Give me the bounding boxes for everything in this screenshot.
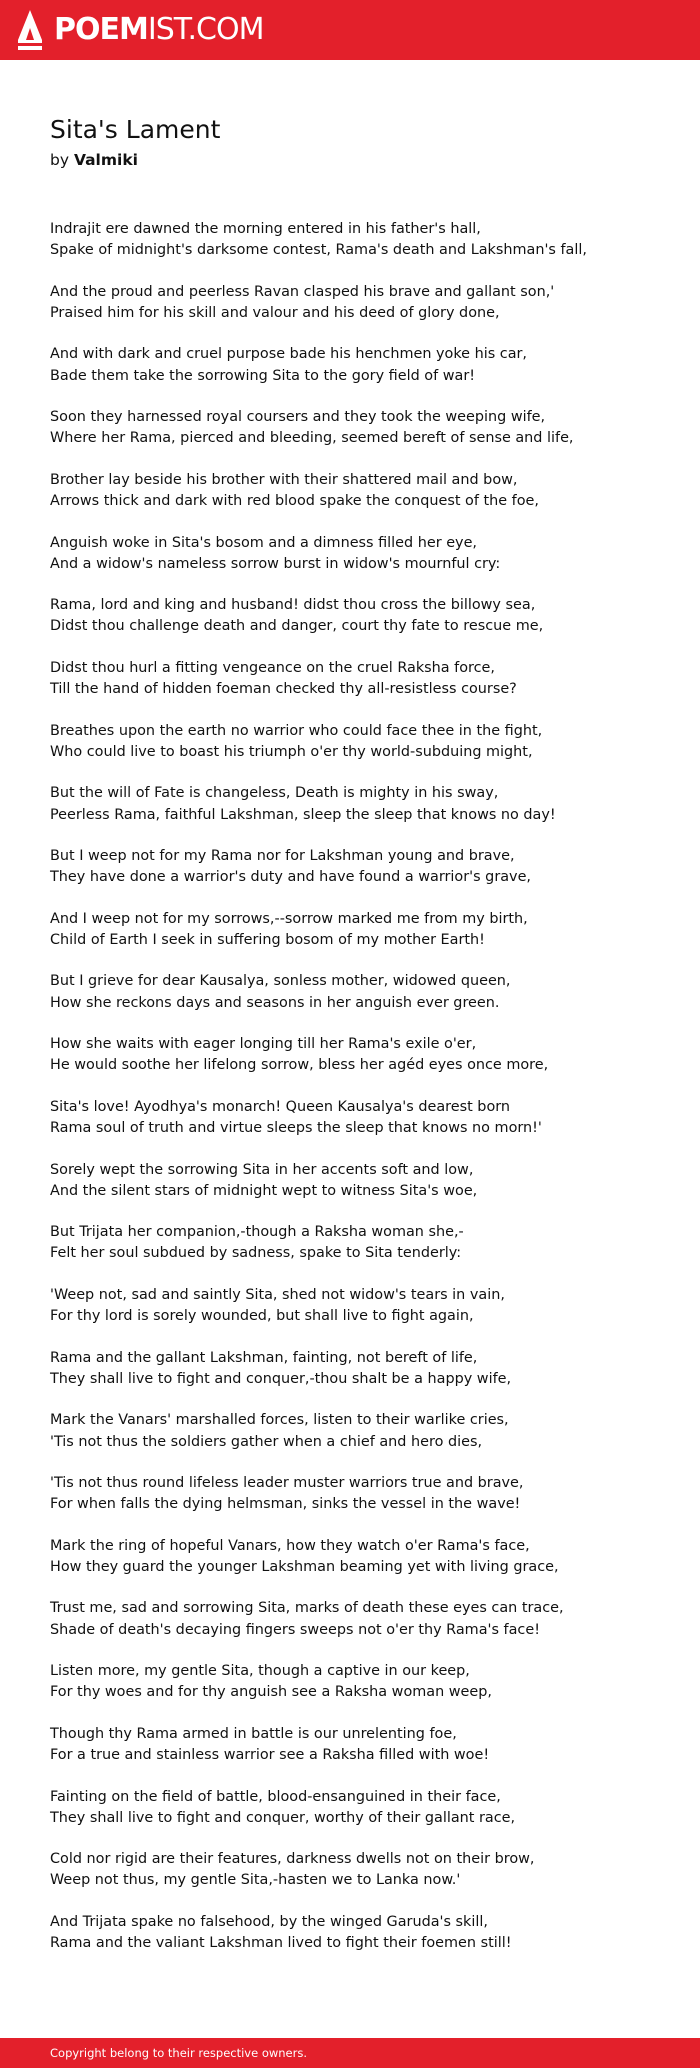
poem-stanza — [50, 595, 670, 637]
poem-stanza — [50, 1034, 670, 1076]
poem-stanza — [50, 721, 670, 763]
byline-prefix: by — [50, 151, 70, 169]
poem-stanza — [50, 658, 670, 700]
poem-line: Cold nor rigid are their features, darkness dwells not on their brow, — [50, 1851, 535, 1868]
poem-line: Praised him for his skill and valour and his deed of glory done, — [50, 304, 500, 321]
poem-stanza — [50, 1598, 670, 1640]
poem-line: Peerless Rama, faithful Lakshman, sleep the sleep that knows no day! — [50, 806, 556, 823]
poem-stanza — [50, 1661, 670, 1703]
poem-line: But Trijata her companion,-though a Raksha woman she,- — [50, 1224, 464, 1241]
poem-stanza — [50, 1787, 670, 1829]
poem-line: Listen more, my gentle Sita, though a captive in our keep, — [50, 1663, 470, 1680]
poem-line: Arrows thick and dark with red blood spake the conquest of the foe, — [50, 493, 539, 510]
poem-line: They have done a warrior's duty and have found a warrior's grave, — [50, 869, 531, 886]
poem-line: Breathes upon the earth no warrior who could face thee in the fight, — [50, 722, 543, 739]
poem-line: Weep not thus, my gentle Sita,-hasten we to Lanka now.' — [50, 1872, 461, 1889]
poem-line: Didst thou challenge death and danger, court thy fate to rescue me, — [50, 618, 544, 635]
poem-line: 'Tis not thus round lifeless leader muster warriors true and brave, — [50, 1475, 524, 1492]
poem-line: Who could live to boast his triumph o'er thy world-subduing might, — [50, 743, 533, 760]
poem-stanza — [50, 219, 670, 261]
poem-line: Bade them take the sorrowing Sita to the gory field of war! — [50, 367, 476, 384]
poem-line: Fainting on the field of battle, blood-ensanguined in their face, — [50, 1788, 501, 1805]
poem-line: And a widow's nameless sorrow burst in widow's mournful cry: — [50, 555, 501, 572]
site-logo[interactable] — [18, 10, 263, 50]
poem-line: Rama and the valiant Lakshman lived to fight their foemen still! — [50, 1935, 512, 1952]
poem-line: He would soothe her lifelong sorrow, bless her agéd eyes once more, — [50, 1057, 549, 1074]
poem-line: Child of Earth I seek in suffering bosom of my mother Earth! — [50, 931, 485, 948]
poem-line: Sorely wept the sorrowing Sita in her accents soft and low, — [50, 1161, 474, 1178]
poem-line: Anguish woke in Sita's bosom and a dimness filled her eye, — [50, 534, 478, 551]
poem-stanza — [50, 1473, 670, 1515]
poem-stanza — [50, 1222, 670, 1264]
poem-line: But the will of Fate is changeless, Death is mighty in his sway, — [50, 785, 499, 802]
poem-line: For thy lord is sorely wounded, but shall live to fight again, — [50, 1308, 474, 1325]
poem-line: They shall live to fight and conquer, worthy of their gallant race, — [50, 1809, 516, 1826]
poem-line: 'Tis not thus the soldiers gather when a chief and hero dies, — [50, 1433, 483, 1450]
poem-stanza — [50, 971, 670, 1013]
poem-line: And I weep not for my sorrows,--sorrow marked me from my birth, — [50, 910, 528, 927]
logo-light-text: IST.COM — [147, 12, 264, 47]
poem-line: But I grieve for dear Kausalya, sonless mother, widowed queen, — [50, 973, 511, 990]
poem-line: Rama, lord and king and husband! didst thou cross the billowy sea, — [50, 597, 536, 614]
poem-content — [50, 114, 670, 1975]
poem-stanza — [50, 1912, 670, 1954]
poem-stanza — [50, 470, 670, 512]
poem-stanza — [50, 783, 670, 825]
poem-line: For a true and stainless warrior see a Raksha filled with woe! — [50, 1747, 490, 1764]
poem-line: How she waits with eager longing till her Rama's exile o'er, — [50, 1036, 477, 1053]
poem-line: Brother lay beside his brother with their shattered mail and bow, — [50, 471, 518, 488]
poem-line: Didst thou hurl a fitting vengeance on the cruel Raksha force, — [50, 659, 495, 676]
copyright-text: Copyright belong to their respective owners. — [50, 2046, 308, 2060]
poem-line: But I weep not for my Rama nor for Lakshman young and brave, — [50, 848, 515, 865]
poem-line: Till the hand of hidden foeman checked thy all-resistless course? — [50, 681, 517, 698]
poem-line: How she reckons days and seasons in her anguish ever green. — [50, 994, 500, 1011]
poem-stanza — [50, 1849, 670, 1891]
poem-line: Where her Rama, pierced and bleeding, seemed bereft of sense and life, — [50, 430, 574, 447]
poem-line: 'Weep not, sad and saintly Sita, shed not widow's tears in vain, — [50, 1286, 505, 1303]
poem-stanza — [50, 846, 670, 888]
poem-byline — [50, 149, 670, 171]
poem-stanza — [50, 1285, 670, 1327]
poem-line: For thy woes and for thy anguish see a Raksha woman weep, — [50, 1684, 492, 1701]
poem-stanza — [50, 1348, 670, 1390]
poem-stanza — [50, 1536, 670, 1578]
poem-line: And the proud and peerless Ravan clasped his brave and gallant son,' — [50, 283, 555, 300]
poem-line: Spake of midnight's darksome contest, Rama's death and Lakshman's fall, — [50, 242, 587, 259]
poem-line: Though thy Rama armed in battle is our unrelenting foe, — [50, 1725, 457, 1742]
pen-nib-icon — [18, 10, 42, 50]
poem-stanza — [50, 282, 670, 324]
poem-line: Mark the ring of hopeful Vanars, how they watch o'er Rama's face, — [50, 1537, 530, 1554]
poem-line: Felt her soul subdued by sadness, spake to Sita tenderly: — [50, 1245, 462, 1262]
poem-line: For when falls the dying helmsman, sinks the vessel in the wave! — [50, 1496, 521, 1513]
poem-line: And with dark and cruel purpose bade his henchmen yoke his car, — [50, 346, 527, 363]
poem-stanza — [50, 1097, 670, 1139]
poem-stanza — [50, 1724, 670, 1766]
poem-stanza — [50, 909, 670, 951]
poem-line: How they guard the younger Lakshman beaming yet with living grace, — [50, 1558, 559, 1575]
poem-body — [50, 219, 670, 1954]
poem-line: Soon they harnessed royal coursers and they took the weeping wife, — [50, 409, 546, 426]
poem-stanza — [50, 407, 670, 449]
poem-stanza — [50, 344, 670, 386]
poem-line: And Trijata spake no falsehood, by the winged Garuda's skill, — [50, 1913, 488, 1930]
site-logo-text — [54, 10, 263, 50]
poem-line: Rama soul of truth and virtue sleeps the sleep that knows no morn!' — [50, 1120, 542, 1137]
poem-stanza — [50, 533, 670, 575]
poem-line: And the silent stars of midnight wept to witness Sita's woe, — [50, 1182, 478, 1199]
poem-stanza — [50, 1160, 670, 1202]
logo-bold-text: POEM — [54, 12, 148, 47]
poem-line: Mark the Vanars' marshalled forces, listen to their warlike cries, — [50, 1412, 509, 1429]
poem-line: Indrajit ere dawned the morning entered in his father's hall, — [50, 221, 481, 237]
poem-stanza — [50, 1410, 670, 1452]
poem-author: Valmiki — [73, 151, 138, 169]
site-header — [0, 0, 700, 60]
poem-line: They shall live to fight and conquer,-thou shalt be a happy wife, — [50, 1370, 512, 1387]
poem-line: Trust me, sad and sorrowing Sita, marks of death these eyes can trace, — [50, 1600, 564, 1617]
poem-line: Sita's love! Ayodhya's monarch! Queen Kausalya's dearest born — [50, 1098, 511, 1115]
site-footer — [0, 2038, 700, 2068]
poem-title: Sita's Lament — [50, 115, 221, 144]
poem-line: Rama and the gallant Lakshman, fainting, not bereft of life, — [50, 1349, 478, 1366]
poem-line: Shade of death's decaying fingers sweeps not o'er thy Rama's face! — [50, 1621, 540, 1638]
